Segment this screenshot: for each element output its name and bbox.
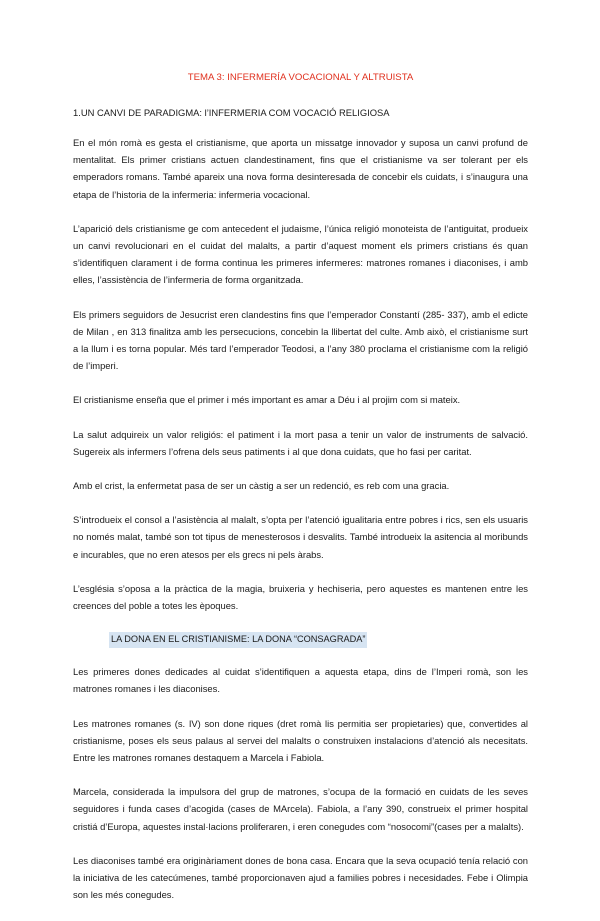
paragraph: El cristianisme enseña que el primer i més important es amar a Déu i al projim com si mateix. — [73, 394, 461, 406]
paragraph: S’introdueix el consol a l’asistència al malalt, s’opta per l’atenció igualitaria entre pobres i rics, sen els usuaris no només malat, també son tot tipus de menesterosos i desvalits. També introdueix la asitencia al moribunds e incurables, que no eren atesos per els grecs ni pels àrabs. — [73, 514, 528, 560]
document-title: TEMA 3: INFERMERÍA VOCACIONAL Y ALTRUISTA — [187, 72, 414, 83]
section-heading: 1.UN CANVI DE PARADIGMA: l’INFERMERIA COM VOCACIÓ RELIGIOSA — [73, 107, 390, 118]
paragraph: Amb el crist, la enfermetat pasa de ser un càstig a ser un redenció, es reb com una gracia. — [73, 480, 450, 492]
paragraph: La salut adquireix un valor religiós: el patiment i la mort pasa a tenir un valor de instruments de salvació. Sugereix als infermers l’ofrena dels seus patiments i al que dona cuidats, que ho fasi per caritat. — [73, 428, 528, 457]
subheading-container — [73, 631, 528, 648]
paragraph: Les primeres dones dedicades al cuidat s’identifiquen a aquesta etapa, dins de l’Imperi romà, son les matrones romanes i les diaconises. — [73, 666, 528, 695]
paragraph: Les matrones romanes (s. IV) son done riques (dret romà lis permitia ser propietaries) que, convertides al cristianisme, poses els seus palaus al servei del malalts o construixen instalacions d’atenció als necesitats. Entre les matrones romanes destaquem a Marcela i Fabiola. — [73, 717, 528, 764]
document-body — [73, 71, 528, 921]
paragraph: Les diaconises també era originàriament dones de bona casa. Encara que la seva ocupació tenía relació con la iniciativa de les catecúmenes, també proporcionaven ajud a families pobres i necesidades. Febe i Olimpia son les més conegudes. — [73, 854, 528, 901]
paragraph: En el món romà es gesta el cristianisme, que aporta un missatge innovador y suposa un canvi profund de mentalitat. Els primer cristians actuen clandestinament, fins que el cristianisme va ser tolerant per els emperadors romans. També apareix una nova forma desinteresada de concebir els cuidats, i s’inaugura una etapa de l’historia de la infermeria: infermeria vocacional. — [73, 137, 528, 200]
paragraph: L’aparició dels cristianisme ge com antecedent el judaisme, l’única religió monoteista de l’antiguitat, produeix un canvi revolucionari en el cuidat del malalts, a partir d’aquest moment els primers cristians és quan s’identifiquen clarament i de forma continua les primeres infermeres: matrones romanes i diaconises, i amb elles, l’assistència de l’infermeria de forma organitzada. — [73, 222, 528, 286]
paragraph: Els primers seguidors de Jesucrist eren clandestins fins que l’emperador Constantí (285- 337), amb el edicte de Milan , en 313 finalitza amb les persecucions, concebin la llibertat del culte. Amb això, el cristianisme surt a la llum i es torna popular. Més tard l’emperador Teodosi, a l’any 380 proclama el cristianisme com la religió de l’imperi. — [73, 308, 528, 372]
paragraph: Marcela, considerada la impulsora del grup de matrones, s’ocupa de la formació en cuidats de les seves seguidores i funda cases d’acogida (cases de MArcela). Fabiola, a l’any 390, construeix el primer hospital cristiá d’Europa, aquestes instal·lacions proliferaren, i eren conegudes com “nosocomi”(cases per a malalts). — [73, 786, 528, 832]
highlighted-subheading: LA DONA EN EL CRISTIANISME: LA DONA “CONSAGRADA” — [109, 632, 367, 648]
paragraph: L’església s’oposa a la pràctica de la magia, bruixeria y hechiseria, pero aquestes es mantenen entre les creences del poble a totes les èpoques. — [73, 582, 528, 612]
